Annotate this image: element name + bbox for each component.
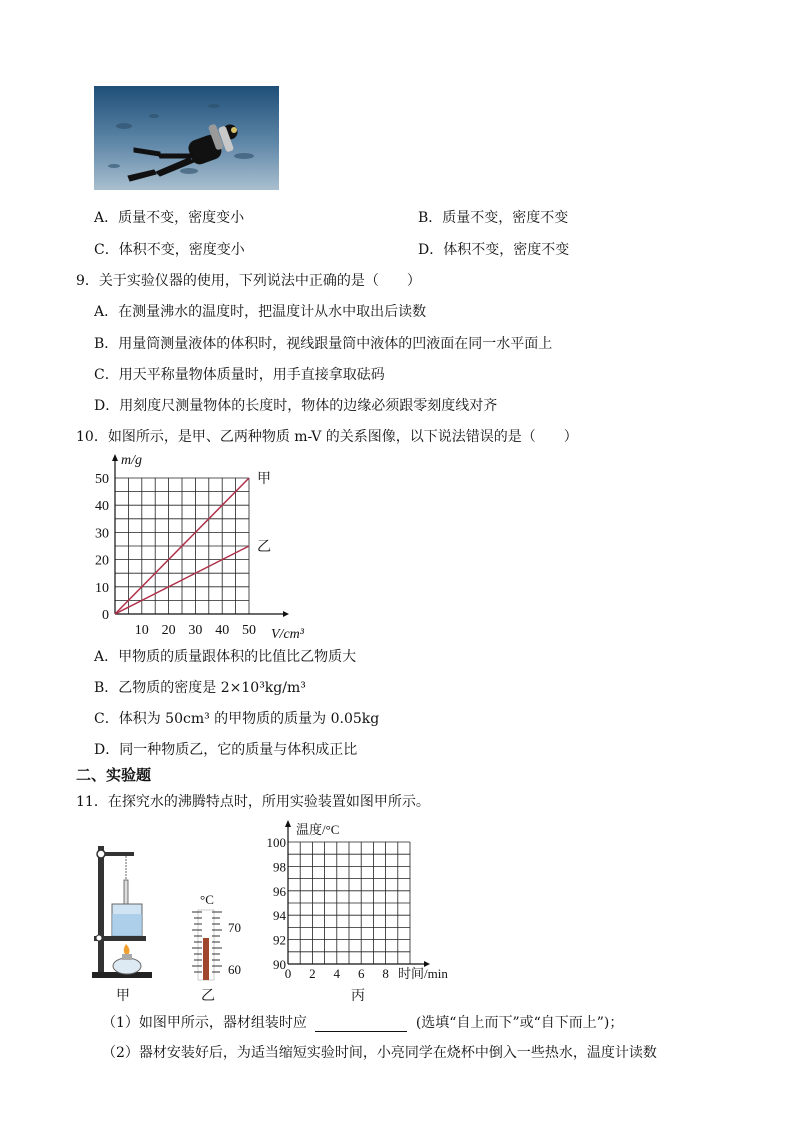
q9-option-d: D．用刻度尺测量物体的长度时，物体的边缘必须跟零刻度线对齐: [94, 398, 498, 414]
y-axis-label: 温度/°C: [296, 822, 340, 837]
option-letter: D．: [418, 242, 444, 258]
option-text: 体积不变，密度变小: [118, 242, 245, 258]
unit-label: °C: [200, 892, 214, 907]
x-tick-label: 4: [333, 966, 341, 981]
tick-60: 60: [228, 962, 241, 977]
y-axis-arrow: [285, 820, 291, 827]
q10-option-b: B．乙物质的密度是 2×10³kg/m³: [94, 680, 306, 696]
q9-option-b: B．用量筒测量液体的体积时，视线跟量筒中液体的凹液面在同一水平面上: [94, 336, 553, 352]
y-axis-label: m/g: [121, 453, 142, 468]
y-tick-label: 10: [95, 580, 109, 596]
sub1-text: （1）如图甲所示，器材组装时应: [102, 1015, 307, 1031]
q11-sub1: [102, 1012, 623, 1032]
x-tick-label: 50: [242, 623, 256, 638]
x-tick-label: 40: [215, 623, 230, 638]
y-tick-label: 40: [95, 499, 109, 515]
section-title: 二、实验题: [76, 766, 152, 784]
x-tick-label: 30: [188, 623, 203, 638]
apparatus-jia: [88, 840, 158, 990]
q8-option-b: [418, 207, 568, 227]
y-tick-label: 100: [266, 835, 286, 850]
q10-option-d: D．同一种物质乙，它的质量与体积成正比: [94, 742, 358, 758]
option-letter: B．: [418, 210, 443, 226]
thermometer-yi: [184, 890, 254, 986]
q10-stem: 10．如图所示，是甲、乙两种物质 m-V 的关系图像，以下说法错误的是（ ）: [76, 429, 578, 445]
option-text: 质量不变，密度不变: [442, 210, 569, 226]
q9-option-c: C．用天平称量物体质量时，用手直接拿取砝码: [94, 367, 385, 383]
mv-chart: [80, 448, 330, 638]
y-tick-label: 92: [273, 932, 286, 948]
alcohol-lamp-icon: [113, 958, 141, 974]
x-tick-label: 8: [382, 966, 389, 981]
x-tick-label: 0: [284, 966, 292, 981]
series-label: 甲: [257, 472, 271, 487]
x-tick-label: 6: [357, 966, 365, 981]
label-jia: 甲: [116, 988, 130, 1004]
q11-stem: 11．在探究水的沸腾特点时，所用实验装置如图甲所示。: [76, 794, 430, 810]
y-tick-label: 0: [102, 608, 109, 623]
diver-photo: [94, 86, 279, 190]
y-tick-label: 94: [273, 908, 286, 924]
x-tick-label: 2: [309, 966, 316, 981]
stand-rod: [98, 846, 104, 974]
diver-illustration: [94, 86, 279, 190]
q8-option-d: [418, 239, 569, 259]
y-tick-label: 50: [95, 472, 109, 487]
x-axis-label: 时间/min: [398, 966, 448, 981]
temperature-time-chart: [262, 818, 492, 984]
option-letter: A．: [94, 210, 119, 226]
answer-blank[interactable]: [315, 1017, 407, 1032]
x-tick-label: 20: [161, 623, 176, 638]
q10-option-a: A．甲物质的质量跟体积的比值比乙物质大: [94, 649, 357, 665]
y-tick-label: 30: [95, 526, 109, 542]
x-axis-label: V/cm³: [271, 627, 304, 638]
option-text: 体积不变，密度不变: [443, 242, 570, 258]
option-letter: C．: [94, 242, 119, 258]
tick-70: 70: [228, 920, 241, 935]
option-text: 质量不变，密度变小: [118, 210, 245, 226]
q9-option-a: A．在测量沸水的温度时，把温度计从水中取出后读数: [94, 304, 427, 320]
label-bing: 丙: [351, 988, 365, 1004]
y-tick-label: 96: [273, 883, 286, 899]
label-yi: 乙: [201, 988, 215, 1004]
x-tick-label: 10: [134, 623, 149, 638]
q9-stem: 9．关于实验仪器的使用，下列说法中正确的是（ ）: [76, 273, 421, 289]
q8-option-c: [94, 239, 245, 259]
q8-option-a: [94, 207, 244, 227]
y-tick-label: 90: [273, 957, 286, 972]
mercury-column: [203, 938, 209, 980]
y-tick-label: 20: [95, 553, 109, 569]
x-axis-arrow: [283, 611, 289, 617]
y-tick-label: 98: [273, 859, 286, 875]
q11-sub2: （2）器材安装好后，为适当缩短实验时间，小亮同学在烧杯中倒入一些热水，温度计读数: [102, 1045, 657, 1061]
series-label: 乙: [257, 540, 271, 555]
sub1-text-after: (选填“自上而下”或“自下而上”)；: [415, 1015, 624, 1031]
q10-option-c: C．体积为 50cm³ 的甲物质的质量为 0.05kg: [94, 711, 380, 727]
y-axis-arrow: [112, 454, 118, 461]
